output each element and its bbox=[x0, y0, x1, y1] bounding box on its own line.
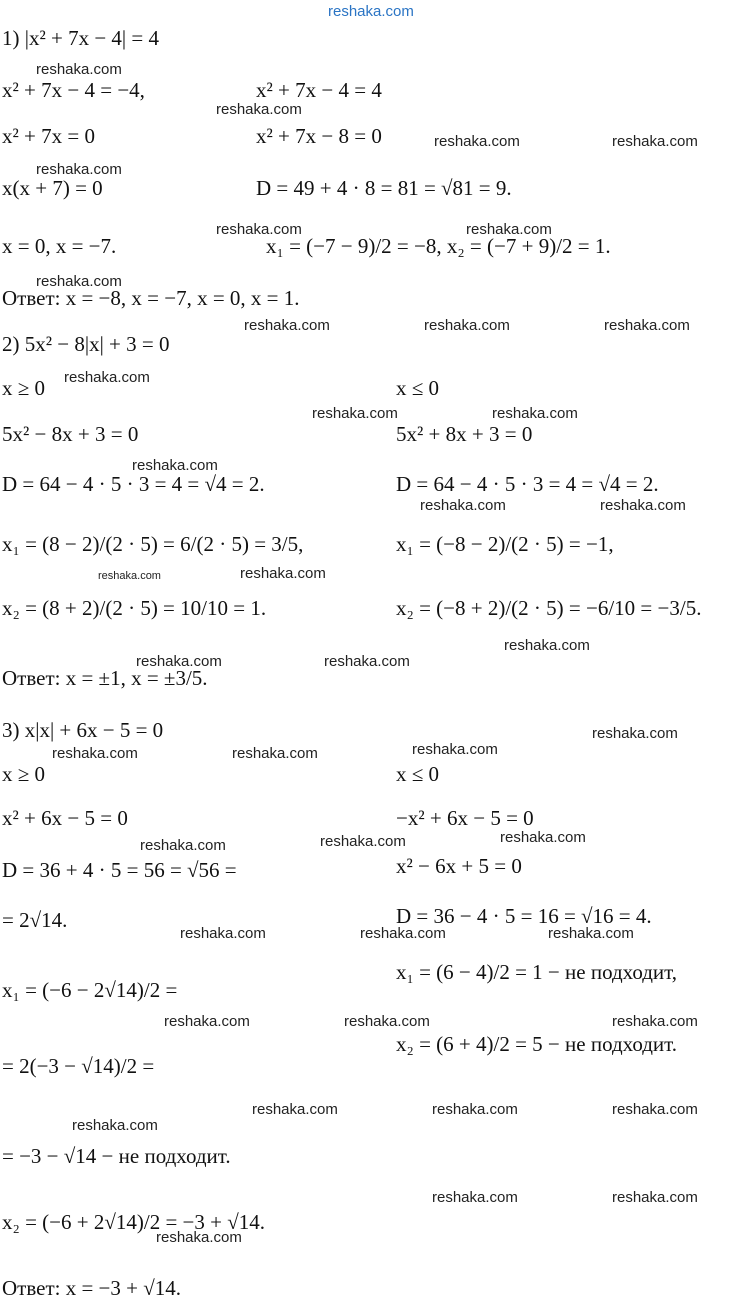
problem-2-right-step-3: x₁ = (−8 − 2)/(2 · 5) = −1, bbox=[396, 532, 614, 556]
problem-3-right-case: x ≤ 0 bbox=[396, 762, 440, 786]
problem-2-left-step-4: x₂ = (8 + 2)/(2 · 5) = 10/10 = 1. bbox=[2, 596, 267, 620]
watermark: reshaka.com bbox=[312, 405, 398, 422]
watermark: reshaka.com bbox=[432, 1101, 518, 1118]
watermark: reshaka.com bbox=[36, 61, 122, 78]
watermark: reshaka.com bbox=[156, 1229, 242, 1246]
problem-3-left-case: x ≥ 0 bbox=[2, 762, 46, 786]
problem-2-left-step-2: D = 64 − 4 · 5 · 3 = 4 = √4 = 2. bbox=[2, 472, 265, 496]
watermark: reshaka.com bbox=[136, 653, 222, 670]
watermark: reshaka.com bbox=[466, 221, 552, 238]
watermark: reshaka.com bbox=[98, 570, 161, 582]
problem-1-right-step-3: D = 49 + 4 · 8 = 81 = √81 = 9. bbox=[256, 176, 512, 200]
problem-1-left-step-2: x² + 7x = 0 bbox=[2, 124, 95, 148]
problem-1-left-step-4: x = 0, x = −7. bbox=[2, 234, 117, 258]
watermark: reshaka.com bbox=[232, 745, 318, 762]
problem-3-right-step-3: D = 36 − 4 · 5 = 16 = √16 = 4. bbox=[396, 904, 652, 928]
problem-2-left-step-1: 5x² − 8x + 3 = 0 bbox=[2, 422, 139, 446]
watermark: reshaka.com bbox=[612, 133, 698, 150]
problem-3-right-step-1: −x² + 6x − 5 = 0 bbox=[396, 806, 534, 830]
problem-1-right-step-2: x² + 7x − 8 = 0 bbox=[256, 124, 382, 148]
watermark: reshaka.com bbox=[600, 497, 686, 514]
problem-1-answer: Ответ: x = −8, x = −7, x = 0, x = 1. bbox=[2, 286, 300, 310]
problem-2-equation: 2) 5x² − 8|x| + 3 = 0 bbox=[2, 332, 170, 356]
problem-2-right-case: x ≤ 0 bbox=[396, 376, 440, 400]
problem-3-right-step-4: x₁ = (6 − 4)/2 = 1 − не подходит, bbox=[396, 960, 678, 984]
watermark: reshaka.com bbox=[604, 317, 690, 334]
watermark: reshaka.com bbox=[492, 405, 578, 422]
watermark: reshaka.com bbox=[612, 1101, 698, 1118]
problem-3-answer: Ответ: x = −3 + √14. bbox=[2, 1276, 182, 1300]
problem-2-left-case: x ≥ 0 bbox=[2, 376, 46, 400]
problem-3-left-step-1: x² + 6x − 5 = 0 bbox=[2, 806, 128, 830]
problem-1-equation: 1) |x² + 7x − 4| = 4 bbox=[2, 26, 159, 50]
problem-2-right-step-1: 5x² + 8x + 3 = 0 bbox=[396, 422, 533, 446]
problem-3-left-step-3: = 2√14. bbox=[2, 908, 68, 932]
watermark-header: reshaka.com bbox=[328, 3, 414, 20]
watermark: reshaka.com bbox=[52, 745, 138, 762]
problem-3-left-step-6: = −3 − √14 − не подходит. bbox=[2, 1144, 231, 1168]
problem-2-right-step-4: x₂ = (−8 + 2)/(2 · 5) = −6/10 = −3/5. bbox=[396, 596, 702, 620]
watermark: reshaka.com bbox=[180, 925, 266, 942]
watermark: reshaka.com bbox=[140, 837, 226, 854]
watermark: reshaka.com bbox=[612, 1189, 698, 1206]
watermark: reshaka.com bbox=[164, 1013, 250, 1030]
watermark: reshaka.com bbox=[132, 457, 218, 474]
watermark: reshaka.com bbox=[240, 565, 326, 582]
watermark: reshaka.com bbox=[244, 317, 330, 334]
problem-3-equation: 3) x|x| + 6x − 5 = 0 bbox=[2, 718, 164, 742]
watermark: reshaka.com bbox=[420, 497, 506, 514]
watermark: reshaka.com bbox=[252, 1101, 338, 1118]
problem-2-answer: Ответ: x = ±1, x = ±3/5. bbox=[2, 666, 208, 690]
problem-1-left-step-1: x² + 7x − 4 = −4, bbox=[2, 78, 145, 102]
watermark: reshaka.com bbox=[500, 829, 586, 846]
watermark: reshaka.com bbox=[216, 101, 302, 118]
problem-3-left-step-7: x₂ = (−6 + 2√14)/2 = −3 + √14. bbox=[2, 1210, 266, 1234]
watermark: reshaka.com bbox=[36, 161, 122, 178]
watermark: reshaka.com bbox=[412, 741, 498, 758]
watermark: reshaka.com bbox=[548, 925, 634, 942]
problem-1-right-step-4: x₁ = (−7 − 9)/2 = −8, x₂ = (−7 + 9)/2 = 1. bbox=[266, 234, 611, 258]
watermark: reshaka.com bbox=[434, 133, 520, 150]
watermark: reshaka.com bbox=[504, 637, 590, 654]
watermark: reshaka.com bbox=[324, 653, 410, 670]
problem-2-left-step-3: x₁ = (8 − 2)/(2 · 5) = 6/(2 · 5) = 3/5, bbox=[2, 532, 304, 556]
watermark: reshaka.com bbox=[592, 725, 678, 742]
watermark: reshaka.com bbox=[424, 317, 510, 334]
problem-3-right-step-5: x₂ = (6 + 4)/2 = 5 − не подходит. bbox=[396, 1032, 678, 1056]
watermark: reshaka.com bbox=[64, 369, 150, 386]
watermark: reshaka.com bbox=[360, 925, 446, 942]
problem-1-left-step-3: x(x + 7) = 0 bbox=[2, 176, 103, 200]
watermark: reshaka.com bbox=[344, 1013, 430, 1030]
problem-3-left-step-5: = 2(−3 − √14)/2 = bbox=[2, 1054, 155, 1078]
watermark: reshaka.com bbox=[72, 1117, 158, 1134]
watermark: reshaka.com bbox=[432, 1189, 518, 1206]
watermark: reshaka.com bbox=[612, 1013, 698, 1030]
watermark: reshaka.com bbox=[320, 833, 406, 850]
problem-3-right-step-2: x² − 6x + 5 = 0 bbox=[396, 854, 522, 878]
problem-1-right-step-1: x² + 7x − 4 = 4 bbox=[256, 78, 382, 102]
watermark: reshaka.com bbox=[216, 221, 302, 238]
problem-2-right-step-2: D = 64 − 4 · 5 · 3 = 4 = √4 = 2. bbox=[396, 472, 659, 496]
watermark: reshaka.com bbox=[36, 273, 122, 290]
problem-3-left-step-4: x₁ = (−6 − 2√14)/2 = bbox=[2, 978, 178, 1002]
problem-3-left-step-2: D = 36 + 4 · 5 = 56 = √56 = bbox=[2, 858, 237, 882]
